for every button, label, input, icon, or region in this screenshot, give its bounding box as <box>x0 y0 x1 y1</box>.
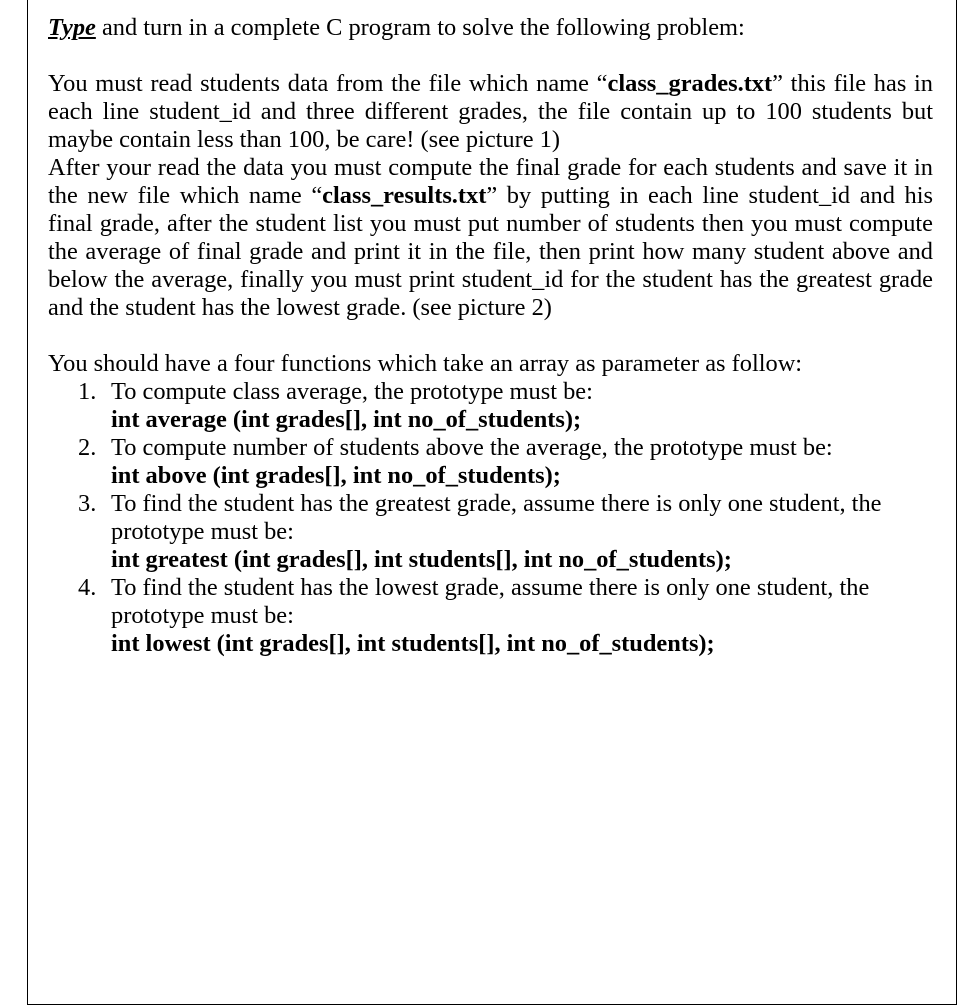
function-prototype: int lowest (int grades[], int students[], int no_of_students); <box>111 630 715 657</box>
paragraph1-text-b: ” this file has in each line student_id and three different grades, the file contain up to 100 students but maybe contain less than 100, be care! (see picture 1) <box>48 70 933 153</box>
function-prototype: int average (int grades[], int no_of_students); <box>111 406 582 433</box>
paragraph-gap <box>48 322 933 350</box>
function-prototype: int above (int grades[], int no_of_students); <box>111 462 561 489</box>
function-list <box>48 378 933 658</box>
output-filename: class_results.txt <box>322 182 487 209</box>
function-description: To compute class average, the prototype must be: <box>111 378 593 405</box>
type-keyword: Type <box>48 14 96 41</box>
list-number: 3. <box>78 490 97 517</box>
function-description: To find the student has the lowest grade, assume there is only one student, the prototype must be: <box>111 574 870 629</box>
intro-line <box>48 14 933 42</box>
function-description: To find the student has the greatest grade, assume there is only one student, the prototype must be: <box>111 490 882 545</box>
paragraph2-text-b: ” by putting in each line student_id and his final grade, after the student list you must put number of students then you must compute the average of final grade and print it in the file, then print how many student above and below the average, finally you must print student_id for the student has the greatest grade and the student has the lowest grade. (see picture 2) <box>48 182 933 321</box>
function-item-above <box>48 434 933 490</box>
function-item-greatest <box>48 490 933 574</box>
paragraph2-text-a: After your read the data you must compute the final grade for each students and save it in the new file which name “ <box>48 154 933 209</box>
problem-paragraph-read <box>48 70 933 154</box>
function-prototype: int greatest (int grades[], int students[], int no_of_students); <box>111 546 732 573</box>
paragraph1-text-a: You must read students data from the file which name “ <box>48 70 608 97</box>
function-item-lowest <box>48 574 933 658</box>
function-description: To compute number of students above the average, the prototype must be: <box>111 434 833 461</box>
function-item-average <box>48 378 933 434</box>
paragraph-gap <box>48 42 933 70</box>
intro-text: and turn in a complete C program to solve the following problem: <box>95 14 745 41</box>
list-number: 2. <box>78 434 97 461</box>
input-filename: class_grades.txt <box>607 70 773 97</box>
assignment-document <box>48 14 933 658</box>
list-number: 4. <box>78 574 97 601</box>
functions-intro: You should have a four functions which take an array as parameter as follow: <box>48 350 803 377</box>
list-number: 1. <box>78 378 97 405</box>
problem-paragraph-compute <box>48 154 933 322</box>
